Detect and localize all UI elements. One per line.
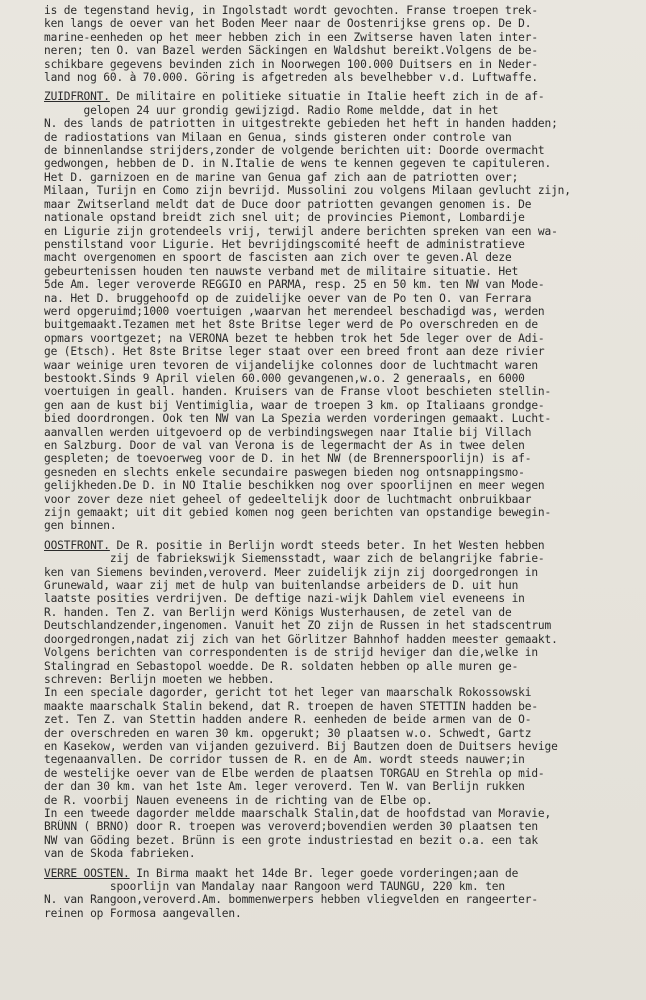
text-line: 5de Am. leger veroverde REGGIO en PARMA, resp. 25 en 50 km. ten NW van Mode-	[44, 278, 545, 292]
text-line: Deutschlandzender,ingenomen. Vanuit het ZO zijn de Russen in het stadscentrum	[44, 619, 552, 633]
text-line: de radiostations van Milaan en Genua, sinds gisteren onder controle van	[44, 130, 512, 144]
verre-oosten-heading: VERRE OOSTEN.	[44, 866, 130, 880]
text-line: zijn gemaakt; uit dit gebied komen nog geen berichten van opstandige bewegin-	[44, 506, 552, 520]
section-first-line	[44, 90, 628, 103]
text-line: nationale opstand breidt zich snel uit; de provincies Piemont, Lombardije	[44, 211, 525, 225]
section-first-line	[44, 867, 628, 880]
text-line: gelopen 24 uur grondig gewijzigd. Radio Rome meldde, dat in het	[44, 103, 499, 117]
text-line: opmars voortgezet; na VERONA bezet te hebben trok het 5de leger over de Adi-	[44, 331, 545, 345]
text-line: Grunewald, waar zij met de hulp van buitenlandse arbeiders de D. uit hun	[44, 579, 519, 593]
text-line: marine-eenheden op het meer hebben zich in een Zwitserse haven laten inter-	[44, 30, 538, 44]
text-line: en Salzburg. Door de val van Verona is de legermacht der As in twee delen	[44, 439, 525, 452]
text-line: laatste posities verdrijven. De deftige nazi-wijk Dahlem viel eveneens in	[44, 592, 525, 606]
text-line: schikbare gegevens bevinden zich in Noorwegen 100.000 Duitsers en in Neder-	[44, 57, 538, 71]
zuidfront-section	[44, 90, 628, 532]
text-line: neren; ten O. van Bazel werden Säckingen en Waldshut bereikt.Volgens de be-	[44, 44, 538, 58]
page-text	[44, 0, 628, 920]
text-line: De militaire en politieke situatie in Italie heeft zich in de af-	[109, 90, 545, 104]
text-line: gesneden en slechts enkele secundaire paswegen bieden nog ontsnappingsmo-	[44, 465, 525, 479]
text-line: is de tegenstand hevig, in Ingolstadt wordt gevochten. Franse troepen trek-	[44, 4, 538, 17]
text-line: penstilstand voor Ligurie. Het bevrijdingscomité heeft de administratieve	[44, 237, 525, 251]
text-line: zet. Ten Z. van Stettin hadden andere R. eenheden de beide armen van de O-	[44, 713, 532, 727]
text-line: R. handen. Ten Z. van Berlijn werd Königs Wusterhausen, de zetel van de	[44, 605, 512, 619]
oostfront-heading: OOSTFRONT.	[44, 538, 110, 552]
text-line: na. Het D. bruggehoofd op de zuidelijke oever van de Po ten O. van Ferrara	[44, 291, 532, 305]
text-line: N. des lands de patriotten in uitgestrekte gebieden het heft in handen hadden;	[44, 117, 558, 131]
text-line: ken van Siemens bevinden,veroverd. Meer zuidelijk zijn zij doorgedrongen in	[44, 565, 538, 579]
text-line: gedwongen, hebben de D. in N.Italie de wens te kennen gegeven te capituleren.	[44, 157, 552, 171]
text-line: de binnenlandse strijders,zonder de volgende berichten uit: Doorde overmacht	[44, 144, 545, 158]
text-line: aanvallen werden uitgevoerd op de verbindingswegen naar Italie bij Villach	[44, 425, 532, 439]
section-first-line	[44, 539, 628, 552]
text-line: en Kasekow, werden van vijanden gezuiverd. Bij Bautzen doen de Duitsers hevige	[44, 739, 558, 753]
text-line: reinen op Formosa aangevallen.	[44, 906, 242, 920]
text-line: der dan 30 km. van het 1ste Am. leger veroverd. Ten W. van Berlijn rukken	[44, 780, 525, 794]
text-line: voor zover deze niet geheel of gedeeltelijk door de luchtmacht onbruikbaar	[44, 492, 532, 506]
text-line: ge (Etsch). Het 8ste Britse leger staat over een breed front aan deze rivier	[44, 345, 545, 359]
verre-oosten-section	[44, 867, 628, 921]
text-line: schreven: Berlijn moeten we hebben.	[44, 672, 275, 686]
text-line: bestookt.Sinds 9 April vielen 60.000 gevangenen,w.o. 2 generaals, en 6000	[44, 371, 525, 385]
text-line: In Birma maakt het 14de Br. leger goede vorderingen;aan de	[129, 866, 519, 880]
text-line: de westelijke oever van de Elbe werden de plaatsen TORGAU en Strehla op mid-	[44, 766, 545, 780]
text-line: voertuigen in geall. handen. Kruisers van de Franse vloot beschieten stellin-	[44, 385, 552, 399]
text-line: ken langs de oever van het Boden Meer naar de Oostenrijkse grens op. De D.	[44, 17, 532, 31]
text-line: In een speciale dagorder, gericht tot het leger van maarschalk Rokossowski	[44, 686, 532, 700]
zuidfront-heading: ZUIDFRONT.	[44, 90, 110, 104]
text-line: Het D. garnizoen en de marine van Genua gaf zich aan de patriotten over;	[44, 170, 519, 184]
text-line: van de Skoda fabrieken.	[44, 847, 196, 861]
text-line: gen aan de kust bij Ventimiglia, waar de troepen 3 km. op Italiaans grondge-	[44, 398, 545, 412]
text-line: gen binnen.	[44, 519, 117, 533]
text-line: werd opgeruimd;1000 voertuigen ,waarvan het merendeel beschadigd was, werden	[44, 304, 545, 318]
text-line: maar Zwitserland meldt dat de Duce door patriotten gevangen genomen is. De	[44, 197, 532, 211]
text-line: BRÜNN ( BRNO) door R. troepen was veroverd;bovendien werden 30 plaatsen ten	[44, 820, 538, 834]
text-line: macht overgenomen en spoort de fascisten aan zich over te geven.Al deze	[44, 251, 512, 265]
text-line: spoorlijn van Mandalay naar Rangoon werd TAUNGU, 220 km. ten	[44, 880, 505, 893]
intro-paragraph	[44, 4, 628, 84]
text-line: gebeurtenissen houden ten nauwste verband met de militaire situatie. Het	[44, 264, 519, 278]
text-line: tegenaanvallen. De corridor tussen de R. en de Am. wordt steeds nauwer;in	[44, 753, 525, 767]
text-line: land nog 60. à 70.000. Göring is afgetreden als bevelhebber v.d. Luftwaffe.	[44, 71, 538, 85]
text-line: In een tweede dagorder meldde maarschalk Stalin,dat de hoofdstad van Moravie,	[44, 806, 552, 820]
text-line: bied doordrongen. Ook ten NW van La Spezia werden vorderingen gemaakt. Lucht-	[44, 412, 552, 426]
text-line: zij de fabriekswijk Siemensstadt, waar zich de belangrijke fabrie-	[44, 552, 545, 566]
text-line: waar weinige uren tevoren de vijandelijke colonnes door de luchtmacht waren	[44, 358, 538, 372]
text-line: buitgemaakt.Tezamen met het 8ste Britse leger werd de Po overschreden en de	[44, 318, 538, 332]
text-line: de R. voorbij Nauen eveneens in de richting van de Elbe op.	[44, 793, 433, 807]
text-line: Volgens berichten van correspondenten is de strijd heviger dan die,welke in	[44, 646, 538, 660]
text-line: gelijkheden.De D. in NO Italie beschikken nog over spoorlijnen en meer wegen	[44, 479, 545, 493]
text-line: De R. positie in Berlijn wordt steeds beter. In het Westen hebben	[109, 538, 545, 552]
oostfront-section	[44, 539, 628, 861]
text-line: doorgedrongen,nadat zij zich van het Görlitzer Bahnhof hadden meester gemaakt.	[44, 632, 558, 646]
text-line: gespleten; de toevoerweg voor de D. in het NW (de Brennerspoorlijn) is af-	[44, 452, 532, 466]
text-line: N. van Rangoon,veroverd.Am. bommenwerpers hebben vliegvelden en rangeerter-	[44, 893, 538, 907]
text-line: maakte maarschalk Stalin bekend, dat R. troepen de haven STETTIN hadden be-	[44, 699, 538, 713]
text-line: Milaan, Turijn en Como zijn bevrijd. Mussolini zou volgens Milaan gevlucht zijn,	[44, 184, 571, 198]
text-line: der overschreden en waren 30 km. opgerukt; 30 plaatsen w.o. Schwedt, Gartz	[44, 726, 532, 740]
text-line: Stalingrad en Sebastopol woedde. De R. soldaten hebben op alle muren ge-	[44, 659, 519, 673]
text-line: en Ligurie zijn grotendeels vrij, terwijl andere berichten spreken van een wa-	[44, 224, 558, 238]
text-line: NW van Göding bezet. Brünn is een grote industriestad en bezit o.a. een tak	[44, 833, 538, 847]
